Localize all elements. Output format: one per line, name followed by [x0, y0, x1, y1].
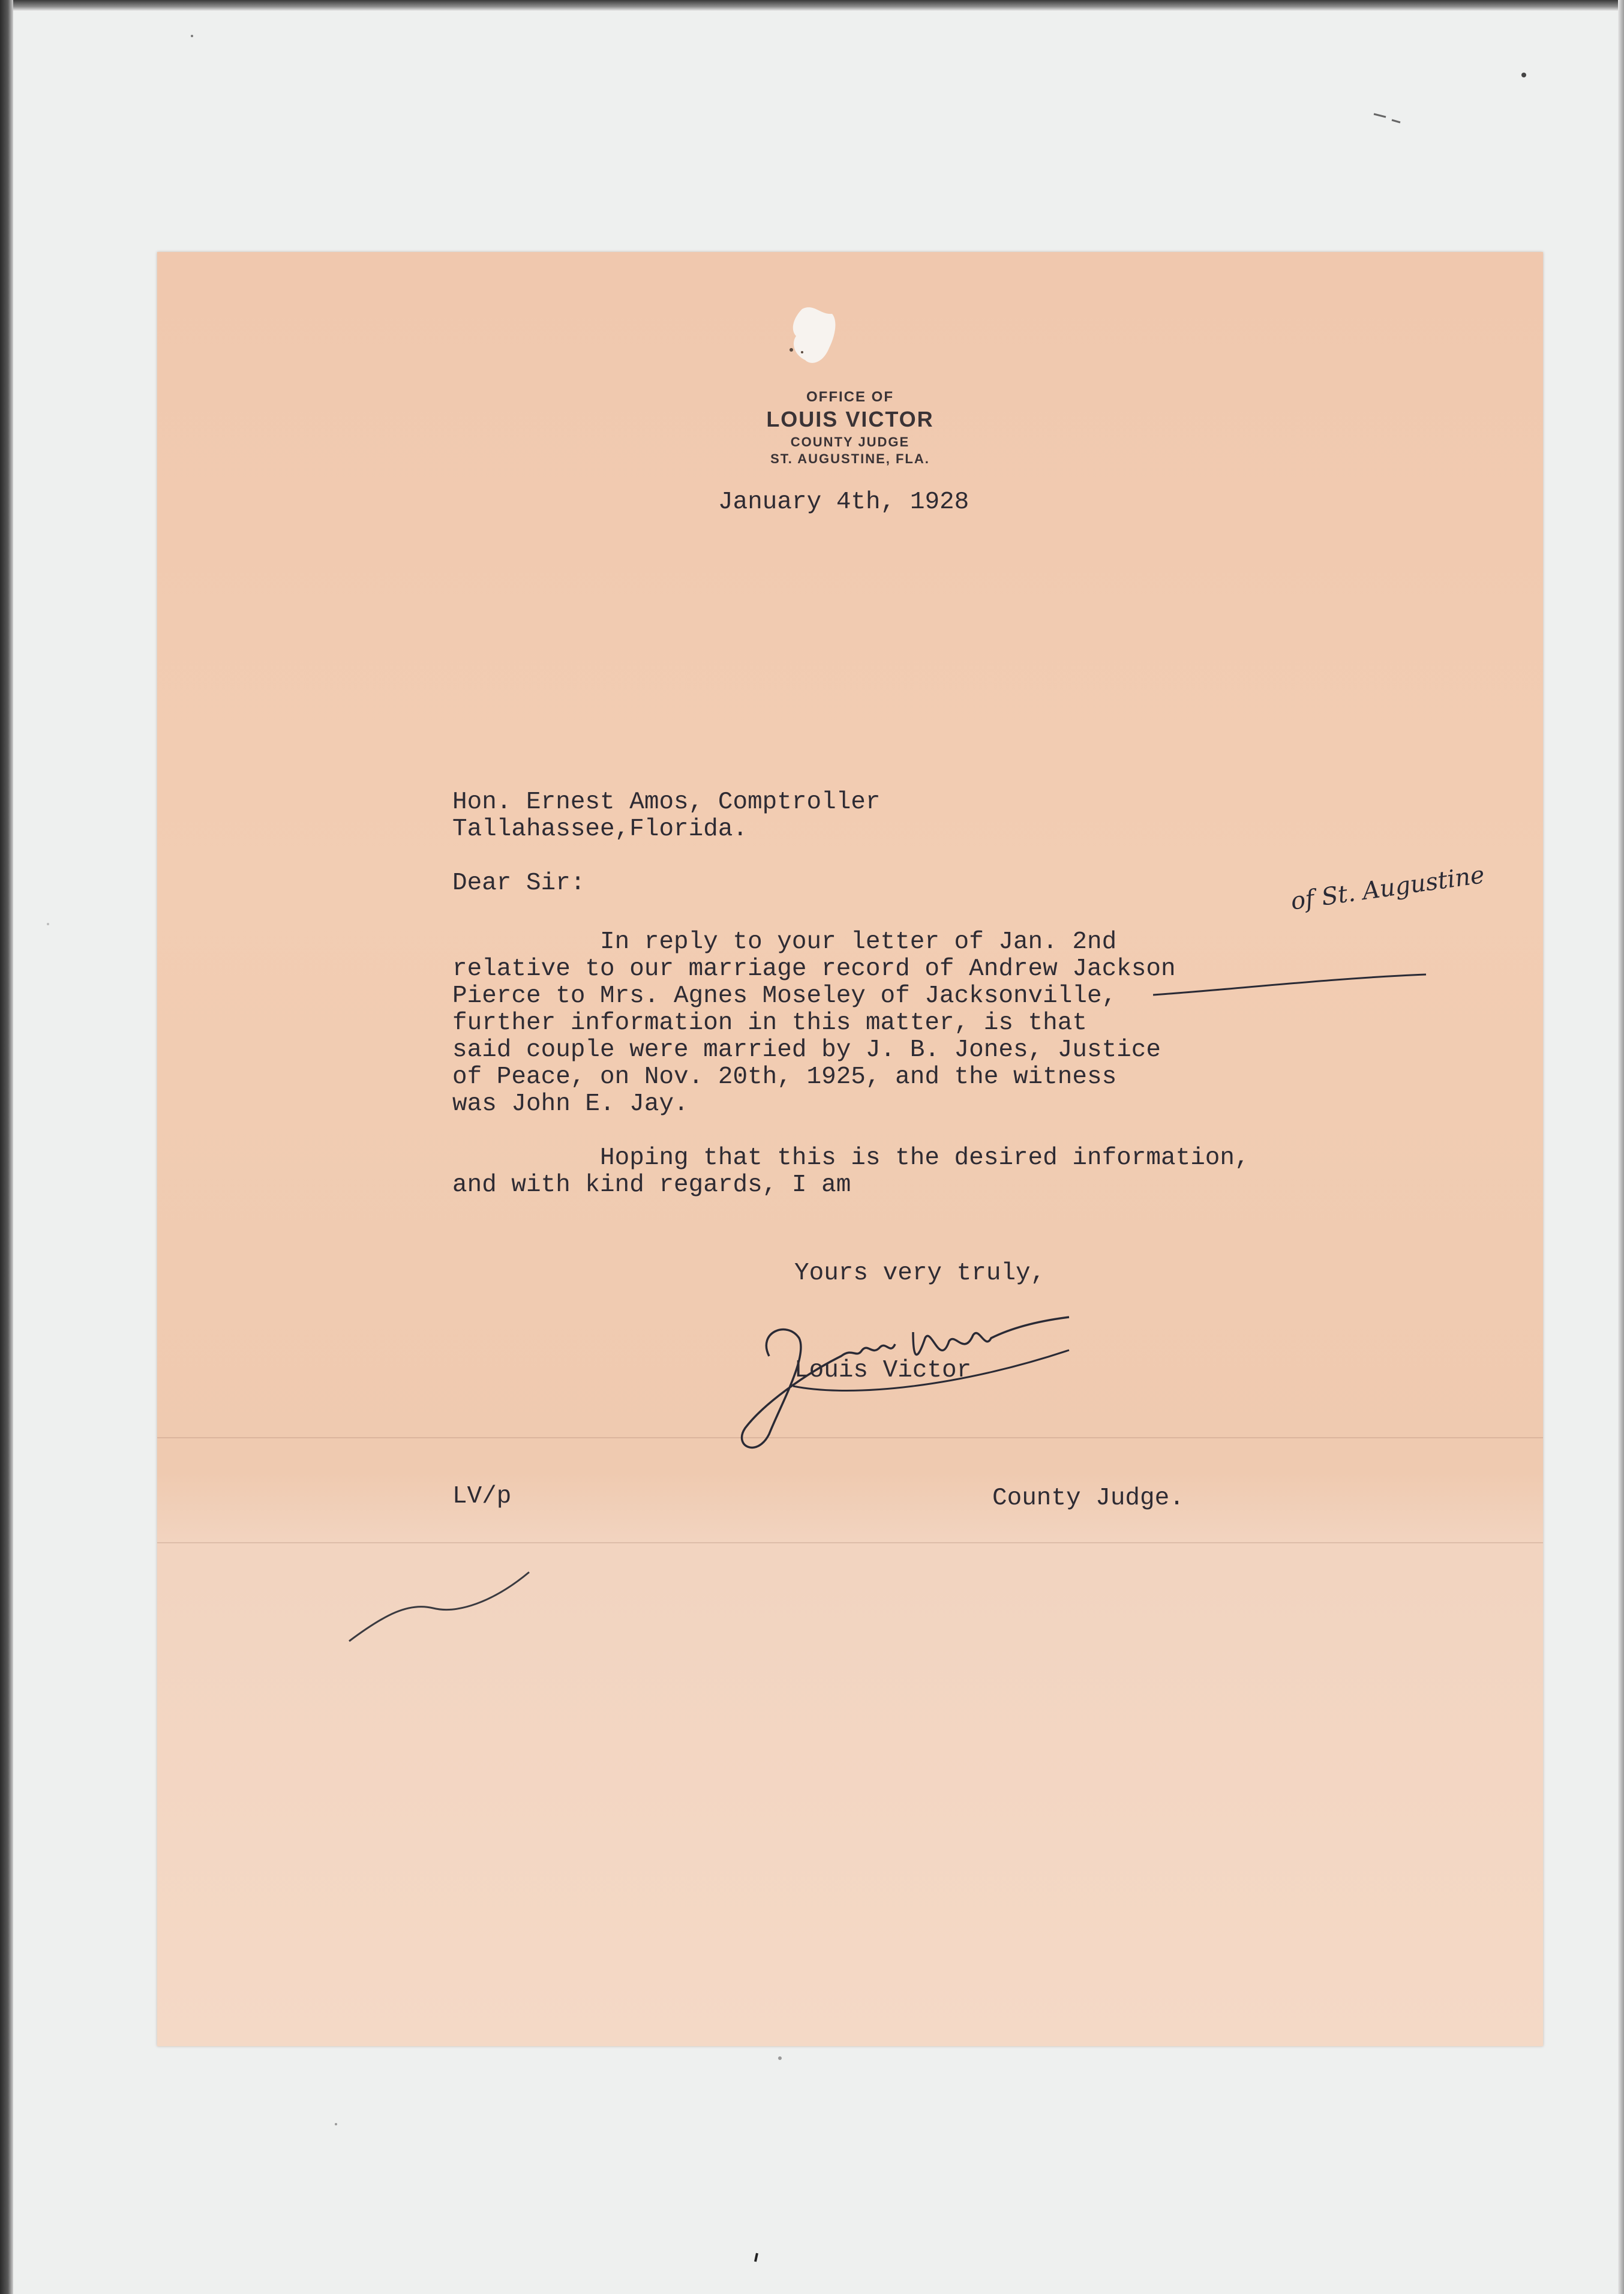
stray-pen-mark — [337, 1560, 607, 1650]
typist-initials: LV/p — [452, 1483, 512, 1510]
recipient-line: Tallahassee,Florida. — [452, 815, 748, 843]
signer-name: Louis Victor — [794, 1357, 972, 1384]
recipient-address — [452, 789, 881, 843]
handwritten-annotation: of St. Augustine — [1289, 860, 1487, 916]
body-line: of Peace, on Nov. 20th, 1925, and the witness — [452, 1063, 1117, 1091]
body-line: Hoping that this is the desired information, — [452, 1144, 1250, 1172]
salutation: Dear Sir: — [452, 869, 586, 897]
fold-line — [157, 1542, 1543, 1543]
body-line: relative to our marriage record of Andrew Jackson — [452, 955, 1176, 983]
body-line: Pierce to Mrs. Agnes Moseley of Jacksonville, — [452, 982, 1117, 1010]
body-line: In reply to your letter of Jan. 2nd — [452, 928, 1117, 956]
body-paragraph-2 — [452, 1145, 1250, 1199]
annotation-insert-line — [1153, 972, 1429, 996]
letter-date: January 4th, 1928 — [718, 488, 969, 516]
letter-sheet — [157, 252, 1543, 2046]
letterhead-office: OFFICE OF — [806, 389, 894, 405]
letterhead-title: COUNTY JUDGE — [790, 434, 910, 449]
letterhead-name: LOUIS VICTOR — [766, 407, 934, 431]
body-paragraph-1 — [452, 929, 1176, 1118]
closing: Yours very truly, — [794, 1260, 1046, 1287]
body-line: further information in this matter, is that — [452, 1009, 1087, 1037]
signer-title: County Judge. — [992, 1485, 1184, 1512]
body-line: and with kind regards, I am — [452, 1171, 851, 1199]
body-line: said couple were married by J. B. Jones, Justice — [452, 1036, 1161, 1064]
recipient-line: Hon. Ernest Amos, Comptroller — [452, 788, 881, 816]
seal-damage — [778, 303, 841, 369]
body-line: was John E. Jay. — [452, 1090, 689, 1118]
letterhead-place: ST. AUGUSTINE, FLA. — [770, 451, 930, 466]
